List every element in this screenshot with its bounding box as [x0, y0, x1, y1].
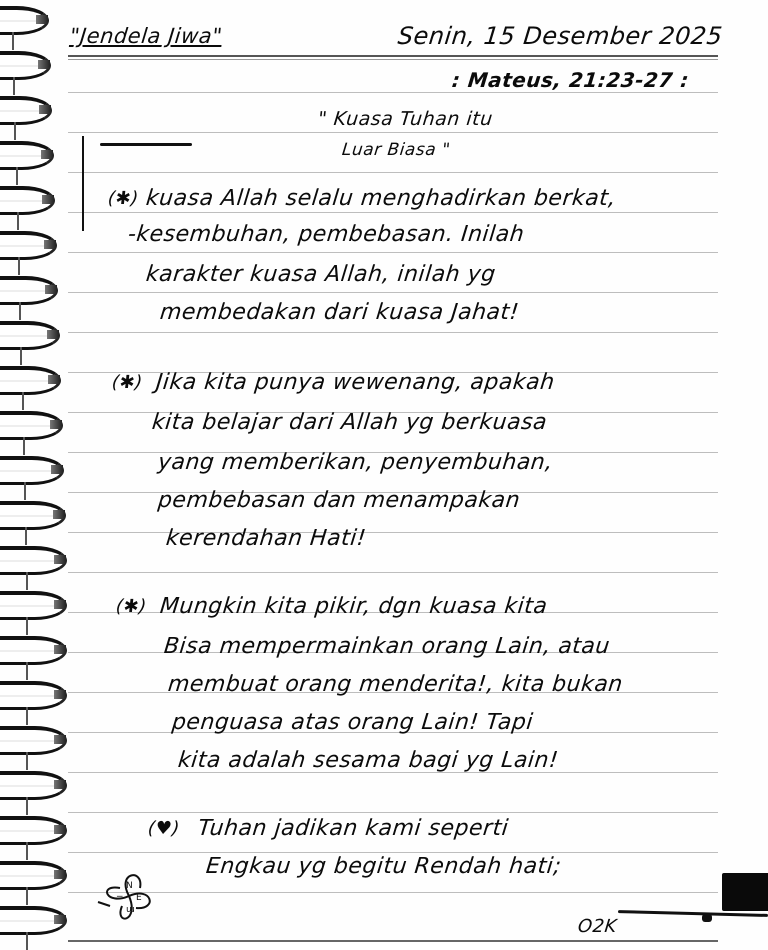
ruled-line — [68, 212, 718, 213]
paragraph-line: Mungkin kita pikir, dgn kuasa kita — [158, 594, 549, 619]
spiral-spine — [17, 212, 19, 230]
paragraph-line: -kesembuhan, pembebasan. Inilah — [126, 222, 526, 247]
paragraph-line: membuat orang menderita!, kita bukan — [166, 672, 625, 697]
spiral-ring — [0, 816, 67, 845]
ruled-line — [68, 812, 718, 813]
header-rule — [68, 55, 718, 57]
header-rule-thin — [68, 59, 718, 60]
bullet-icon: (✱) — [110, 372, 144, 393]
spiral-spine — [26, 797, 28, 815]
spiral-spine — [22, 392, 24, 410]
flower-doodle-icon — [96, 866, 162, 928]
spiral-ring — [0, 861, 67, 890]
spiral-spine — [13, 77, 15, 95]
spiral-spine — [26, 752, 28, 770]
margin-bracket — [82, 136, 84, 231]
spiral-ring — [0, 591, 67, 620]
bullet-icon: (✱) — [106, 188, 140, 209]
ruled-line — [68, 892, 718, 893]
spiral-ring — [0, 321, 60, 350]
paragraph-line: kita belajar dari Allah yg berkuasa — [150, 410, 549, 435]
spiral-spine — [16, 167, 18, 185]
bullet-icon: (✱) — [114, 596, 148, 617]
spiral-spine — [26, 932, 28, 950]
spiral-ring — [0, 411, 63, 440]
spiral-spine — [26, 842, 28, 860]
spiral-ring — [0, 546, 67, 575]
paragraph-line: kerendahan Hati! — [164, 526, 368, 551]
spiral-spine — [20, 347, 22, 365]
spiral-spine — [24, 482, 26, 500]
spiral-ring — [0, 501, 66, 530]
svg-text:E: E — [136, 893, 142, 903]
pen-icon — [722, 873, 768, 911]
signature: O2K — [576, 916, 619, 937]
spiral-ring — [0, 186, 55, 215]
spiral-spine — [14, 122, 16, 140]
paragraph-line: kuasa Allah selalu menghadirkan berkat, — [144, 186, 618, 211]
spiral-spine — [26, 617, 28, 635]
spiral-ring — [0, 636, 67, 665]
heart-bullet-icon: (♥) — [146, 818, 181, 839]
ruled-line — [68, 132, 718, 133]
spiral-ring — [0, 771, 67, 800]
spiral-spine — [26, 707, 28, 725]
paragraph-line: penguasa atas orang Lain! Tapi — [170, 710, 535, 735]
bottom-rule — [68, 940, 718, 942]
paragraph-line: yang memberikan, penyembuhan, — [156, 450, 555, 475]
theme-line-1: " Kuasa Tuhan itu — [316, 108, 494, 130]
spiral-ring — [0, 276, 58, 305]
spiral-ring — [0, 51, 51, 80]
ruled-line — [68, 852, 718, 853]
ruled-line — [68, 172, 718, 173]
spiral-ring — [0, 96, 52, 125]
spiral-spine — [25, 527, 27, 545]
spiral-ring — [0, 456, 64, 485]
ruled-line — [68, 332, 718, 333]
spiral-spine — [19, 302, 21, 320]
entry-date: Senin, 15 Desember 2025 — [396, 22, 724, 50]
ruled-line — [68, 292, 718, 293]
ruled-line — [68, 572, 718, 573]
spiral-binding — [0, 0, 80, 950]
journal-title: "Jendela Jiwa" — [68, 24, 224, 48]
spiral-ring — [0, 231, 57, 260]
scripture-reference: : Mateus, 21:23-27 : — [450, 68, 691, 92]
spiral-ring — [0, 726, 67, 755]
spiral-spine — [18, 257, 20, 275]
paragraph-line: Engkau yg begitu Rendah hati; — [204, 854, 563, 879]
spiral-spine — [23, 437, 25, 455]
svg-text:N: N — [126, 881, 133, 891]
pen-clip — [618, 910, 768, 917]
paragraph-line: karakter kuasa Allah, inilah yg — [144, 262, 497, 287]
paragraph-line: membedakan dari kuasa Jahat! — [158, 300, 521, 325]
svg-text:=: = — [116, 893, 124, 903]
spiral-spine — [12, 32, 14, 50]
spiral-spine — [26, 662, 28, 680]
ruled-line — [68, 92, 718, 93]
ruled-line — [68, 252, 718, 253]
svg-text:ɯ: ɯ — [126, 905, 135, 915]
spiral-ring — [0, 366, 61, 395]
paragraph-line: pembebasan dan menampakan — [156, 488, 522, 513]
paragraph-line: Tuhan jadikan kami seperti — [196, 816, 510, 841]
spiral-spine — [26, 887, 28, 905]
margin-dash — [100, 143, 192, 146]
spiral-ring — [0, 6, 49, 35]
paragraph-line: Bisa mempermainkan orang Lain, atau — [162, 634, 612, 659]
spiral-ring — [0, 906, 67, 935]
spiral-ring — [0, 141, 54, 170]
theme-line-2: Luar Biasa " — [340, 140, 452, 160]
spiral-spine — [26, 572, 28, 590]
spiral-ring — [0, 681, 67, 710]
pen-knob — [702, 914, 712, 922]
paragraph-line: kita adalah sesama bagi yg Lain! — [176, 748, 560, 773]
paragraph-line: Jika kita punya wewenang, apakah — [154, 370, 556, 395]
